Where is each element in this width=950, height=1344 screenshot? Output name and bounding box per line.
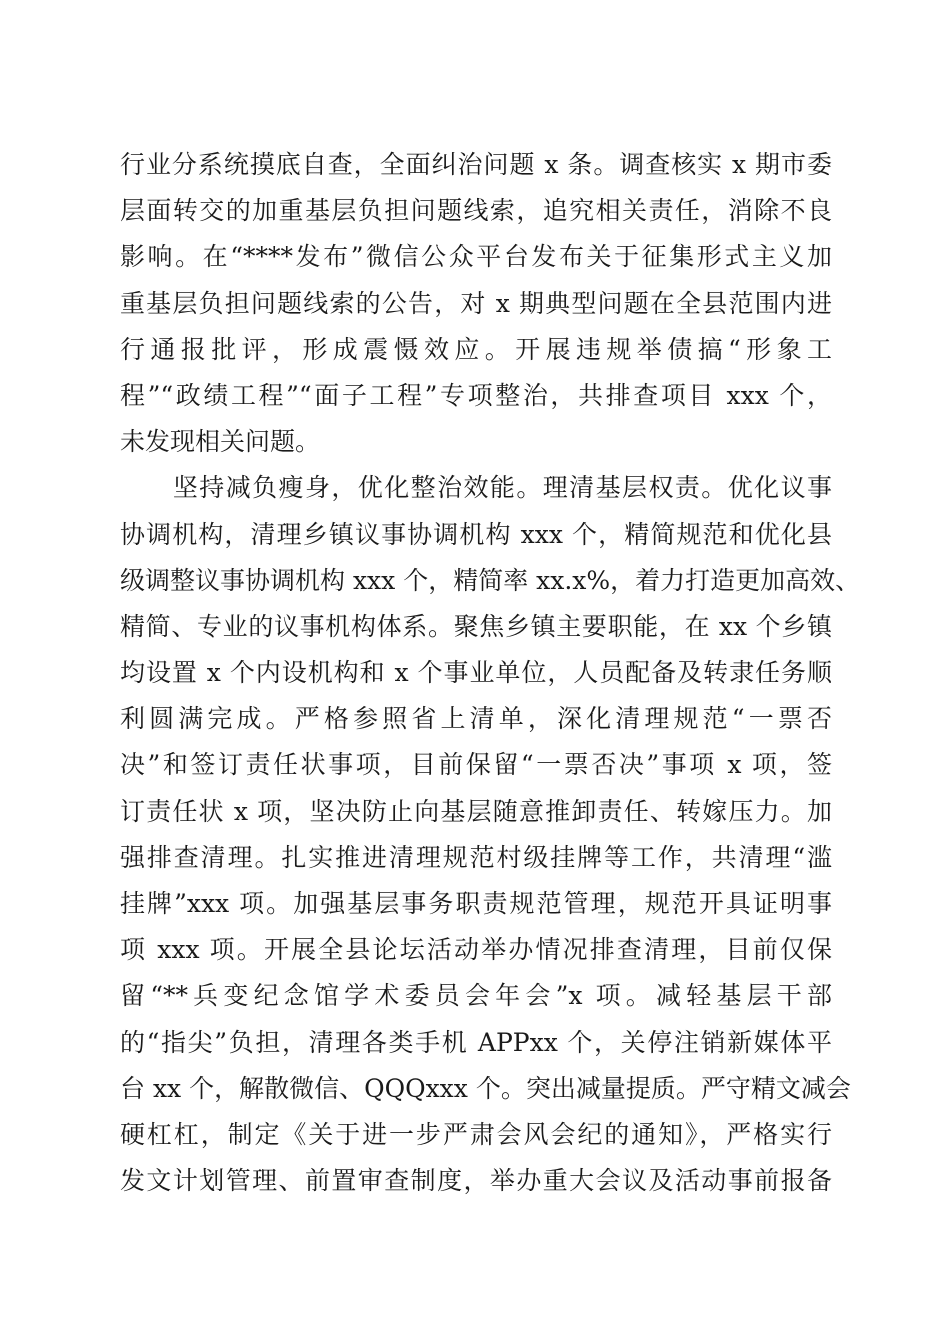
text-line: 的“指尖”负担，清理各类手机 APPxx 个，关停注销新媒体平 xyxy=(120,1027,832,1057)
text-line: 订责任状 x 项，坚决防止向基层随意推卸责任、转嫁压力。加 xyxy=(120,796,832,826)
text-line: 项 xxx 项。开展全县论坛活动举办情况排查清理，目前仅保 xyxy=(120,935,832,965)
text-line: 层面转交的加重基层负担问题线索，追究相关责任，消除不良 xyxy=(120,196,832,226)
text-line: 精简、专业的议事机构体系。聚焦乡镇主要职能，在 xx 个乡镇 xyxy=(120,611,832,641)
paragraph-2 xyxy=(120,465,861,1204)
text-line: 重基层负担问题线索的公告，对 x 期典型问题在全县范围内进 xyxy=(120,288,832,318)
text-line: 级调整议事协调机构 xxx 个，精简率 xx.x%，着力打造更加高效、 xyxy=(120,565,861,595)
text-line: 决”和签订责任状事项，目前保留“一票否决”事项 x 项，签 xyxy=(120,750,832,780)
text-line: 程”“政绩工程”“面子工程”专项整治，共排查项目 xxx 个， xyxy=(120,380,832,410)
text-line: 硬杠杠，制定《关于进一步严肃会风会纪的通知》，严格实行 xyxy=(120,1119,832,1149)
text-line: 强排查清理。扎实推进清理规范村级挂牌等工作，共清理“滥 xyxy=(120,842,832,872)
text-line: 均设置 x 个内设机构和 x 个事业单位，人员配备及转隶任务顺 xyxy=(120,658,832,688)
text-line: 利圆满完成。严格参照省上清单，深化清理规范“一票否 xyxy=(120,704,832,734)
text-line: 发文计划管理、前置审查制度，举办重大会议及活动事前报备 xyxy=(120,1166,832,1196)
text-line: 行通报批评，形成震慑效应。开展违规举债搞“形象工 xyxy=(120,334,832,364)
text-line: 未发现相关问题。 xyxy=(120,427,321,457)
text-line: 台 xx 个，解散微信、QQQxxx 个。突出减量提质。严守精文减会 xyxy=(120,1073,851,1103)
text-line: 留“**兵变纪念馆学术委员会年会”x 项。减轻基层干部 xyxy=(120,981,832,1011)
text-line: 影响。在“****发布”微信公众平台发布关于征集形式主义加 xyxy=(120,242,832,272)
text-line: 协调机构，清理乡镇议事协调机构 xxx 个，精简规范和优化县 xyxy=(120,519,832,549)
text-line: 坚持减负瘦身，优化整治效能。理清基层权责。优化议事 xyxy=(120,473,832,503)
body-text xyxy=(120,142,861,1204)
text-line: 行业分系统摸底自查，全面纠治问题 x 条。调查核实 x 期市委 xyxy=(120,150,832,179)
text-line: 挂牌”xxx 项。加强基层事务职责规范管理，规范开具证明事 xyxy=(120,889,832,918)
paragraph-1 xyxy=(120,142,832,465)
